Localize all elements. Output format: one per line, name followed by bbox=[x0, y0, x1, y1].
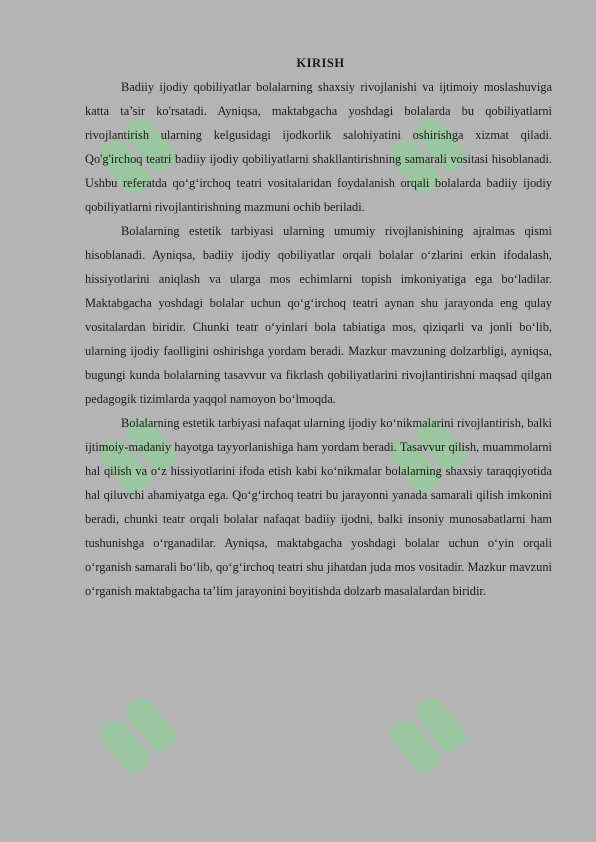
document-body bbox=[85, 56, 552, 603]
paragraph: Bolalarning estetik tarbiyasi ularning umumiy rivojlanishining ajralmas qismi hisoblanadi. Ayniqsa, badiiy ijodiy qobiliyatlar orqali bolalar o‘zlarini erkin ifodalash, hissiyotlarini aniqlash va ularga mos echimlarni topish imkoniyatiga ega bo‘ladilar. Maktabgacha yoshdagi bolalar uchun qo‘g‘irchoq teatri aynan shu jarayonda eng qulay vositalardan biridir. Chunki teatr o‘yinlari bola tabiatiga mos, qiziqarli va jonli bo‘lib, ularning ijodiy faolligini oshirishga yordam beradi. Mazkur mavzuning dolzarbligi, ayniqsa, bugungi kunda bolalarning tasavvur va fikrlash qobiliyatlarini rivojlantirishni maqsad qilgan pedagogik tizimlarda yaqqol namoyon bo‘lmoqda. bbox=[85, 224, 552, 406]
paragraph: Badiiy ijodiy qobiliyatlar bolalarning shaxsiy rivojlanishi va ijtimoiy moslashuviga katta ta’sir ko'rsatadi. Ayniqsa, maktabgacha yoshdagi bolalarda bu qobiliyatlarni rivojlantirish ularning kelgusidagi ijodkorlik salohiyatini oshirishga xizmat qiladi. Qo'g'irchoq teatri badiiy ijodiy qobiliyatlarni shakllantirishning samarali vositasi hisoblanadi. Ushbu referatda qo‘g‘irchoq teatri vositalaridan foydalanish orqali bolalarda badiiy ijodiy qobiliyatlarni rivojlantirishning mazmuni ochib beriladi. bbox=[85, 80, 552, 214]
watermark-logo bbox=[75, 650, 225, 800]
paragraph: Bolalarning estetik tarbiyasi nafaqat ularning ijodiy ko‘nikmalarini rivojlantirish, balki ijtimoiy-madaniy hayotga tayyorlanishiga ham yordam beradi. Tasavvur qilish, muammolarni hal qilish va o‘z hissiyotlarini ifoda etish kabi ko‘nikmalar bolalarning shaxsiy taraqqiyotida hal qiluvchi ahamiyatga ega. Qo‘g‘irchoq teatri bu jarayonni yanada samarali qilish imkonini beradi, chunki teatr orqali bolalar nafaqat badiiy ijodni, balki insoniy munosabatlarni ham tushunishga o‘rganadilar. Ayniqsa, maktabgacha yoshdagi bolalar uchun o‘yin orqali o‘rganish samarali bo‘lib, qo‘g‘irchoq teatri shu jihatdan juda mos vositadir. Mazkur mavzuni o‘rganish maktabgacha ta’lim jarayonini boyitishda dolzarb masalalardan biridir. bbox=[85, 416, 552, 598]
watermark-logo bbox=[365, 650, 515, 800]
document-title: KIRISH bbox=[296, 56, 345, 70]
